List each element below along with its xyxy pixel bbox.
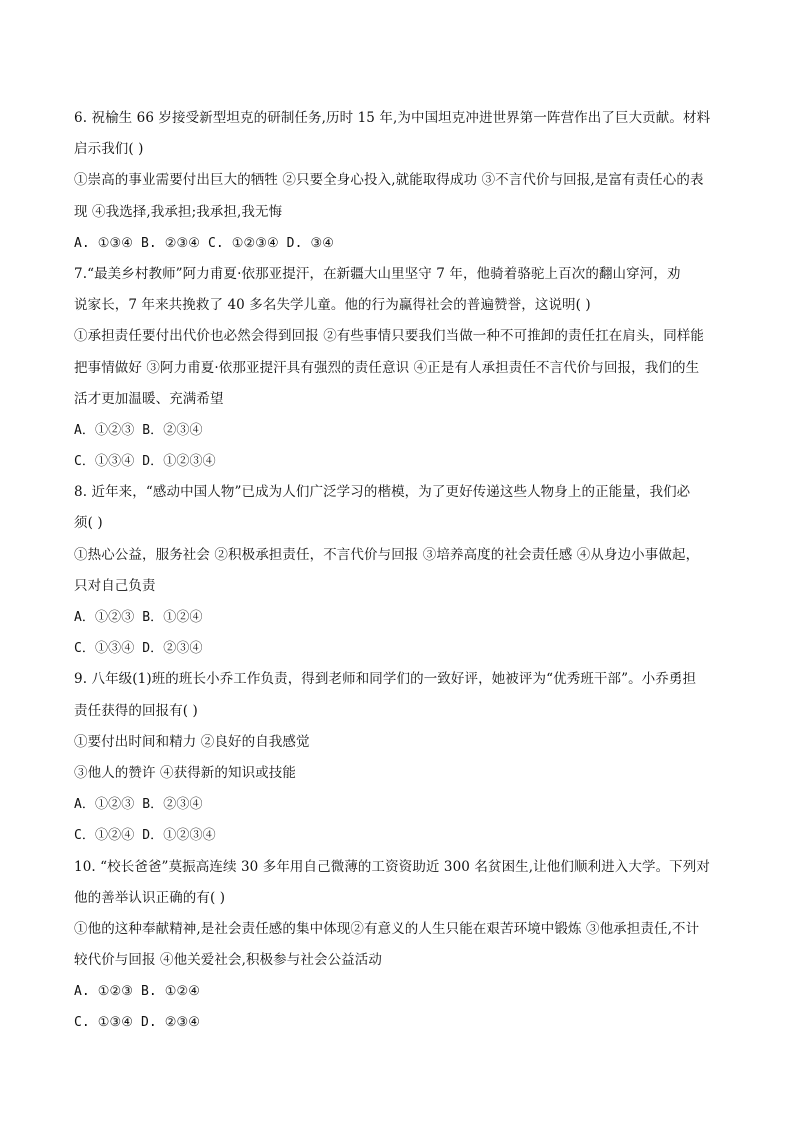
question-10-line-3: ①他的这种奉献精神,是社会责任感的集中体现②有意义的人生只能在艰苦环境中锻炼 ③他承担责任,不计 xyxy=(74,920,700,937)
question-7-options-row-2: C．①③④ D．①②③④ xyxy=(74,454,216,470)
question-7-options-row-1: A．①②③ B．②③④ xyxy=(74,422,203,438)
question-9-options-row-1: A．①②③ B．②③④ xyxy=(74,797,203,813)
question-9-line-2: 责任获得的回报有( ) xyxy=(74,702,198,719)
question-7-line-3: ①承担责任要付出代价也必然会得到回报 ②有些事情只要我们当做一种不可推卸的责任扛在肩头，同样能 xyxy=(74,328,704,345)
question-list xyxy=(74,103,724,1039)
question-7-line-5: 活才更加温暖、充满希望 xyxy=(74,390,224,407)
question-9-line-3: ①要付出时间和精力 ②良好的自我感觉 xyxy=(74,733,310,750)
question-10-options-row-2: C. ①③④ D. ②③④ xyxy=(74,1015,201,1031)
question-8-line-1: 8. 近年来，“感动中国人物”已成为人们广泛学习的楷模，为了更好传递这些人物身上的正能量，我们必 xyxy=(74,484,691,501)
question-8-options-row-1: A．①②③ B．①②④ xyxy=(74,610,203,625)
question-6-line-1: 6. 祝榆生 66 岁接受新型坦克的研制任务,历时 15 年,为中国坦克冲进世界第一阵营作出了巨大贡献。材料 xyxy=(74,110,711,126)
question-7-line-2: 说家长，7 年来共挽救了 40 多名失学儿童。他的行为赢得社会的普遍赞誉，这说明( ) xyxy=(74,297,591,314)
question-6-options: A. ①③④ B. ②③④ C. ①②③④ D. ③④ xyxy=(74,235,334,251)
question-10 xyxy=(74,852,724,1039)
question-9-line-1: 9. 八年级(1)班的班长小乔工作负责，得到老师和同学们的一致好评，她被评为“优秀班干部”。小乔勇担 xyxy=(74,671,697,688)
question-10-line-1: 10. “校长爸爸”莫振高连续 30 多年用自己微薄的工资资助近 300 名贫困生,让他们顺利进入大学。下列对 xyxy=(74,858,710,875)
question-7-line-1: 7.“最美乡村教师”阿力甫夏·依那亚提汗，在新疆大山里坚守 7 年，他骑着骆驼上百次的翻山穿河，劝 xyxy=(74,265,681,282)
question-8-options-row-2: C．①③④ D．②③④ xyxy=(74,641,203,657)
question-8-line-4: 只对自己负责 xyxy=(74,577,156,594)
question-7 xyxy=(74,259,724,477)
question-9 xyxy=(74,664,724,851)
question-6-line-4: 现 ④我选择,我承担;我承担,我无悔 xyxy=(74,203,283,220)
question-8 xyxy=(74,477,724,664)
question-7-line-4: 把事情做好 ③阿力甫夏·依那亚提汗具有强烈的责任意识 ④正是有人承担责任不言代价与回报，我们的生 xyxy=(74,359,700,376)
question-10-options-row-1: A. ①②③ B. ①②④ xyxy=(74,984,201,1000)
question-8-line-3: ①热心公益，服务社会 ②积极承担责任，不言代价与回报 ③培养高度的社会责任感 ④从身边小事做起， xyxy=(74,546,700,563)
question-6-line-2: 启示我们( ) xyxy=(74,141,144,158)
question-8-line-2: 须( ) xyxy=(74,515,103,532)
question-10-line-2: 他的善举认识正确的有( ) xyxy=(74,889,226,906)
question-9-line-4: ③他人的赞许 ④获得新的知识或技能 xyxy=(74,764,296,781)
question-6 xyxy=(74,103,724,259)
question-6-line-3: ①崇高的事业需要付出巨大的牺牲 ②只要全身心投入,就能取得成功 ③不言代价与回报,是富有责任心的表 xyxy=(74,172,704,189)
question-9-options-row-2: C．①②④ D．①②③④ xyxy=(74,828,216,844)
question-10-line-4: 较代价与回报 ④他关爱社会,积极参与社会公益活动 xyxy=(74,952,382,969)
